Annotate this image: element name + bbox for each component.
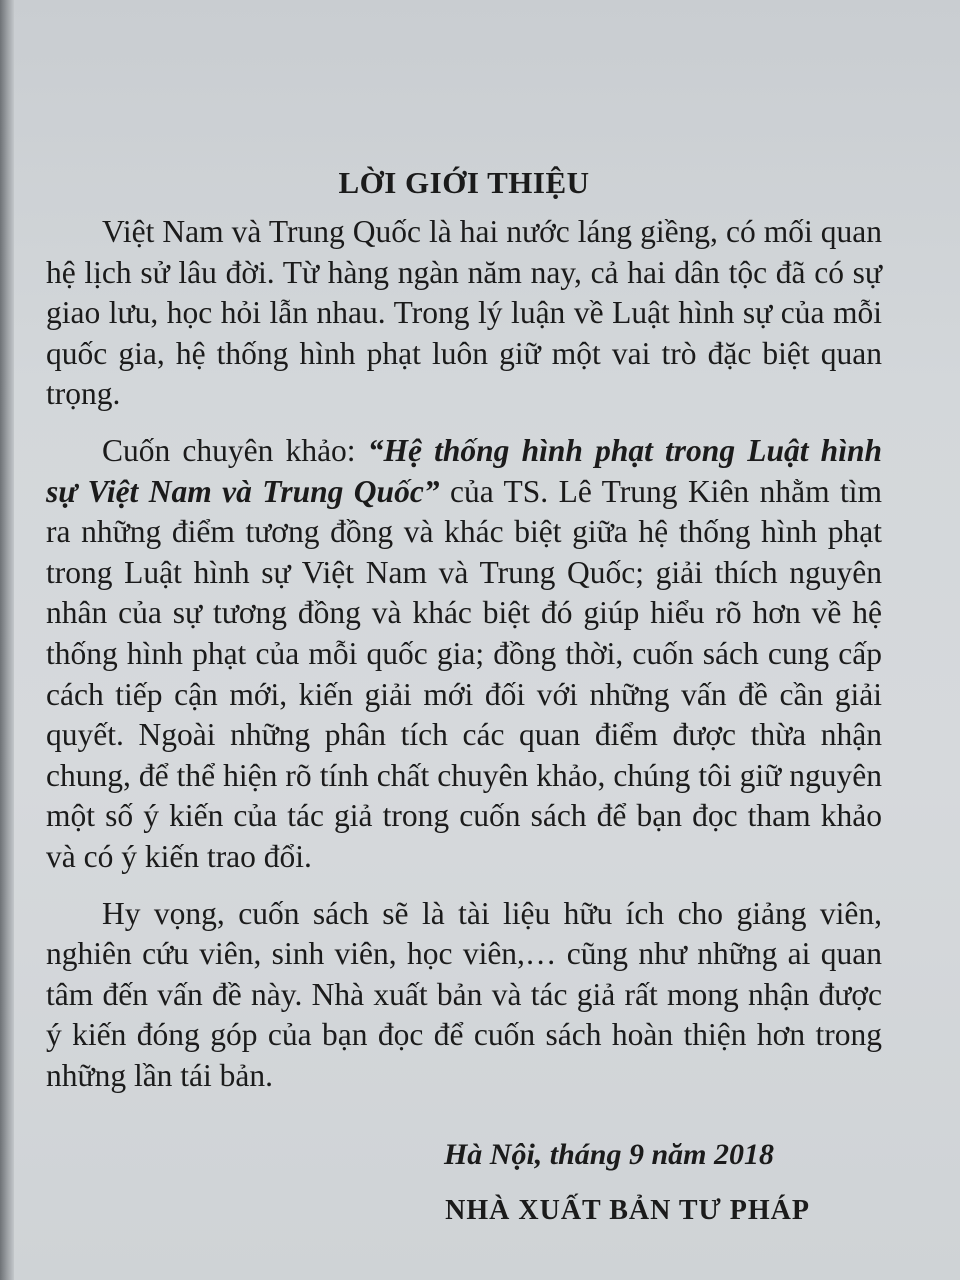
signature-publisher: NHÀ XUẤT BẢN TƯ PHÁP <box>445 1195 810 1226</box>
paragraph-lead-in: Cuốn chuyên khảo: <box>102 432 368 468</box>
page-spine-edge <box>0 0 14 1280</box>
paragraph-body: của TS. Lê Trung Kiên nhằm tìm ra những điểm tương đồng và khác biệt giữa hệ thống hình phạt trong Luật hình sự Việt Nam và Trung Quốc; giải thích nguyên nhân của sự tương đồng và khác biệt đó giúp hiểu rõ hơn về hệ thống hình phạt của mỗi quốc gia; đồng thời, cuốn sách cung cấp cách tiếp cận mới, kiến giải mới đối với những vấn đề cần giải quyết. Ngoài những phân tích các quan điểm được thừa nhận chung, để thể hiện rõ tính chất chuyên khảo, chúng tôi giữ nguyên một số ý kiến của tác giả trong cuốn sách để bạn đọc tham khảo và có ý kiến trao đổi. <box>46 473 882 874</box>
paragraph-closing: Hy vọng, cuốn sách sẽ là tài liệu hữu ích cho giảng viên, nghiên cứu viên, sinh viên, học viên,… cũng như những ai quan tâm đến vấn đề này. Nhà xuất bản và tác giả rất mong nhận được ý kiến đóng góp của bạn đọc để cuốn sách hoàn thiện hơn trong những lần tái bản. <box>46 895 882 1093</box>
paragraph-book-description <box>46 431 882 878</box>
preface-text-block <box>46 160 882 1096</box>
signature-place-date: Hà Nội, tháng 9 năm 2018 <box>443 1138 774 1171</box>
paragraph-intro: Việt Nam và Trung Quốc là hai nước láng giềng, có mối quan hệ lịch sử lâu đời. Từ hàng ngàn năm nay, cả hai dân tộc đã có sự giao lưu, học hỏi lẫn nhau. Trong lý luận về Luật hình sự của mỗi quốc gia, hệ thống hình phạt luôn giữ một vai trò đặc biệt quan trọng. <box>46 214 882 412</box>
preface-title: LỜI GIỚI THIỆU <box>338 165 590 200</box>
book-title: “Hệ thống hình phạt trong Luật hình sự Việt Nam và Trung Quốc” <box>46 432 882 509</box>
